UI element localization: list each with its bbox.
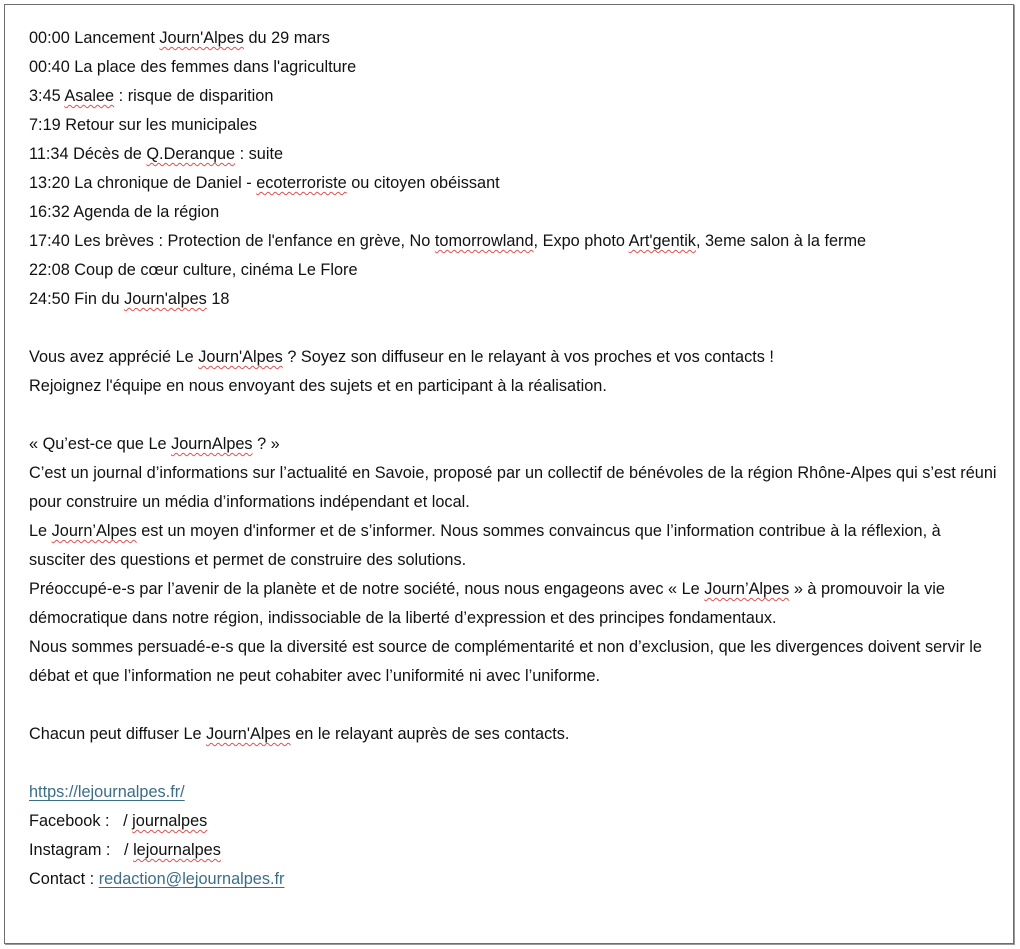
misspelled-word: Journ'alpes — [124, 290, 207, 308]
chapter-text: : suite — [235, 145, 284, 163]
text: ? Soyez son diffuseur en le relayant à vos proches et vos contacts ! — [282, 348, 774, 366]
chapter-item — [29, 82, 1004, 111]
about-heading — [29, 430, 1004, 459]
misspelled-word: Asalee — [64, 87, 115, 105]
chapter-text: Retour sur les municipales — [65, 116, 258, 134]
misspelled-word: Journ’Alpes — [51, 522, 137, 540]
chapter-timestamp: 13:20 — [29, 174, 70, 192]
chapter-timestamp: 11:34 — [29, 145, 69, 163]
instagram-label: Instagram : / — [29, 841, 134, 859]
misspelled-word: Art'gentik — [628, 232, 696, 250]
website-link[interactable]: https://lejournalpes.fr/ — [29, 783, 185, 801]
chapter-list — [29, 24, 1004, 314]
text: « Qu’est-ce que Le — [29, 435, 172, 453]
chapter-timestamp: 17:40 — [29, 232, 70, 250]
chapter-text: , Expo photo — [533, 232, 629, 250]
chapter-timestamp: 3:45 — [29, 87, 61, 105]
misspelled-word: Q.Deranque — [146, 145, 236, 163]
instagram-line — [29, 836, 1004, 865]
chapter-item — [29, 53, 1004, 82]
chapter-text: Fin du — [74, 290, 125, 308]
chapter-text: : risque de disparition — [114, 87, 274, 105]
misspelled-word: Journ'Alpes — [206, 725, 291, 743]
chapter-text: Décès de — [73, 145, 147, 163]
blank-line — [29, 691, 1004, 720]
document-body — [29, 24, 1004, 894]
misspelled-word: ecoterroriste — [256, 174, 347, 192]
chapter-text: Agenda de la région — [73, 203, 220, 221]
chapter-item — [29, 140, 1004, 169]
chapter-item — [29, 227, 1004, 256]
contact-line — [29, 865, 1004, 894]
facebook-handle: journalpes — [132, 812, 208, 830]
blank-line — [29, 749, 1004, 778]
chapter-timestamp: 00:40 — [29, 58, 70, 76]
text: Préoccupé-e-s par l’avenir de la planète et de notre société, nous nous engageons avec « Le — [29, 580, 705, 598]
appeal-line-2: Rejoignez l'équipe en nous envoyant des sujets et en participant à la réalisation. — [29, 377, 607, 395]
website-line — [29, 778, 1004, 807]
chapter-text: Lancement — [74, 29, 160, 47]
about-paragraph-4: Nous sommes persuadé-e-s que la diversité est source de complémentarité et non d’exclusion, que les divergences doivent servir le débat et que l’information ne peut cohabiter avec l’uniformité ni avec l’uniforme. — [29, 638, 982, 685]
chapter-item — [29, 111, 1004, 140]
about-paragraph-2 — [29, 517, 989, 575]
text: Vous avez apprécié Le — [29, 348, 199, 366]
blank-line — [29, 401, 1004, 430]
misspelled-word: Journ'Alpes — [198, 348, 283, 366]
misspelled-word: Journ'Alpes — [159, 29, 244, 47]
text: » à promouvoir la vie démocratique dans notre région, indissociable de la liberté d’expression et des principes fondamentaux. — [29, 580, 945, 627]
chapter-text: La chronique de Daniel - — [74, 174, 257, 192]
chapter-text: La place des femmes dans l'agriculture — [74, 58, 357, 76]
text: est un moyen d'informer et de s’informer. Nous sommes convaincus que l’information contribue à la réflexion, à susciter des questions et permet de construire des solutions. — [29, 522, 941, 569]
misspelled-word: tomorrowland — [434, 232, 534, 250]
misspelled-word: Journ’Alpes — [704, 580, 790, 598]
instagram-handle: lejournalpes — [133, 841, 221, 859]
appeal-line-1 — [29, 343, 1004, 372]
chapter-text: Coup de cœur culture, cinéma Le Flore — [74, 261, 358, 279]
chapter-timestamp: 22:08 — [29, 261, 70, 279]
text: Le — [29, 522, 52, 540]
share-line — [29, 720, 1004, 749]
chapter-item — [29, 24, 1004, 53]
chapter-timestamp: 24:50 — [29, 290, 70, 308]
chapter-item — [29, 169, 1004, 198]
facebook-line — [29, 807, 1004, 836]
chapter-item — [29, 285, 1004, 314]
chapter-text: du 29 mars — [243, 29, 330, 47]
misspelled-word: JournAlpes — [171, 435, 253, 453]
chapter-text: 18 — [206, 290, 230, 308]
text: Chacun peut diffuser Le — [29, 725, 207, 743]
facebook-label: Facebook : / — [29, 812, 133, 830]
about-paragraph-3 — [29, 575, 969, 633]
chapter-item — [29, 256, 1004, 285]
chapter-text: ou citoyen obéissant — [346, 174, 500, 192]
chapter-timestamp: 16:32 — [29, 203, 70, 221]
text: ? » — [252, 435, 280, 453]
about-paragraph-1: C’est un journal d’informations sur l’actualité en Savoie, proposé par un collectif de bénévoles de la région Rhône-Alpes qui s’est réuni pour construire un média d’informations indépendant et local. — [29, 464, 997, 511]
text: en le relayant auprès de ses contacts. — [290, 725, 570, 743]
chapter-timestamp: 00:00 — [29, 29, 70, 47]
blank-line — [29, 314, 1004, 343]
contact-label: Contact : — [29, 870, 99, 888]
chapter-text: , 3eme salon à la ferme — [695, 232, 867, 250]
contact-email-link[interactable]: redaction@lejournalpes.fr — [98, 870, 285, 888]
chapter-item — [29, 198, 1004, 227]
chapter-timestamp: 7:19 — [29, 116, 61, 134]
chapter-text: Les brèves : Protection de l'enfance en grève, No — [74, 232, 435, 250]
